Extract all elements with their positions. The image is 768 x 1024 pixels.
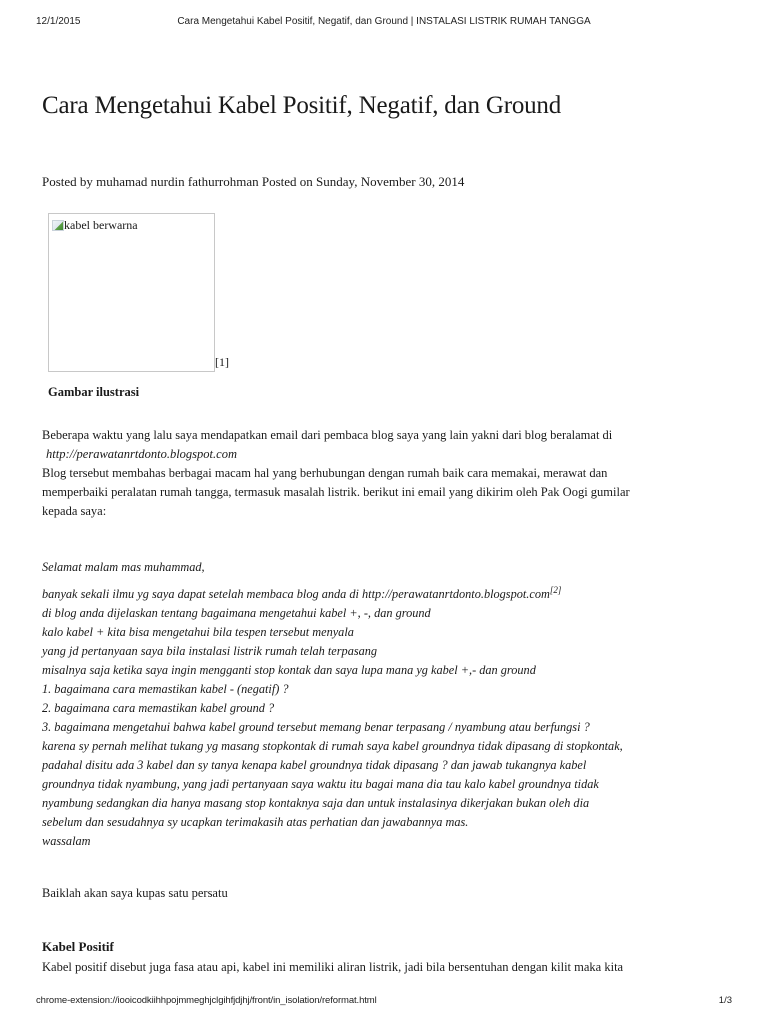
intro-line-3: memperbaiki peralatan rumah tangga, termasuk masalah listrik. berikut ini email yang dikirim oleh Pak Oogi gumilar [42,485,630,499]
email-line: karena sy pernah melihat tukang yg masang stopkontak di rumah saya kabel groundnya tidak dipasang di stopkontak, [42,739,623,753]
transition-paragraph: Baiklah akan saya kupas satu persatu [42,886,228,900]
print-header [0,16,768,30]
email-signoff: wassalam [42,834,91,848]
email-line: nyambung sedangkan dia hanya masang stop kontaknya saja dan untuk instalasinya dikerjakan bukan oleh dia [42,796,590,810]
intro-line-1: Beberapa waktu yang lalu saya mendapatkan email dari pembaca blog saya yang lain yakni dari blog beralamat di [42,428,613,442]
broken-image [48,213,215,372]
email-greeting: Selamat malam mas muhammad, [42,560,205,574]
email-question-3: 3. bagaimana mengetahui bahwa kabel ground tersebut memang benar terpasang / nyambung atau berfungsi ? [42,720,590,734]
intro-paragraph [42,426,732,521]
article [42,88,732,974]
section-text-kabel-positif: Kabel positif disebut juga fasa atau api, kabel ini memiliki aliran listrik, jadi bila bersentuhan dengan kilit maka kita [42,960,624,974]
intro-line-4: kepada saya: [42,504,107,518]
section-heading-kabel-positif: Kabel Positif [42,939,114,954]
email-question-2: 2. bagaimana cara memastikan kabel ground ? [42,701,275,715]
email-line: banyak sekali ilmu yg saya dapat setelah membaca blog anda di http://perawatanrtdonto.blogspot.com[2] [42,585,562,601]
intro-line-2: Blog tersebut membahas berbagai macam hal yang berhubungan dengan rumah baik cara memakai, merawat dan [42,466,608,480]
figure [48,213,229,399]
email-line: groundnya tidak nyambung, yang jadi pertanyaan saya waktu itu bagai mana dia tau kalo kabel groundnya tidak [42,777,599,791]
print-url: chrome-extension://iooicodkiihhpojmmeghjclgihfjdjhj/front/in_isolation/reformat.html [36,995,377,1006]
article-byline: Posted by muhamad nurdin fathurrohman Posted on Sunday, November 30, 2014 [42,174,465,189]
quoted-email [42,558,742,851]
footnote-link-2[interactable]: [2] [549,585,562,595]
article-title: Cara Mengetahui Kabel Positif, Negatif, dan Ground [42,92,562,119]
email-line: sebelum dan sesudahnya sy ucapkan terimakasih atas perhatian dan jawabannya mas. [42,815,469,829]
email-line: yang jd pertanyaan saya bila instalasi listrik rumah telah terpasang [42,644,378,658]
broken-image-icon [52,220,64,231]
footnote-link-1[interactable]: [1] [215,355,229,369]
image-alt-text: kabel berwarna [64,218,138,232]
print-date: 12/1/2015 [36,16,81,27]
email-line: misalnya saja ketika saya ingin mengganti stop kontak dan saya lupa mana yg kabel +,- dan ground [42,663,536,677]
email-line: padahal disitu ada 3 kabel dan sy tanya kenapa kabel groundnya tidak dipasang ? dan jawab tukangnya kabel [42,758,587,772]
email-line: di blog anda dijelaskan tentang bagaimana mengetahui kabel +, -, dan ground [42,606,431,620]
print-page-title: Cara Mengetahui Kabel Positif, Negatif, dan Ground | INSTALASI LISTRIK RUMAH TANGGA [177,16,591,27]
print-footer [0,995,768,1009]
email-line: kalo kabel + kita bisa mengetahui bila tespen tersebut menyala [42,625,354,639]
page-number: 1/3 [718,995,732,1006]
figure-caption: Gambar ilustrasi [48,385,140,399]
email-question-1: 1. bagaimana cara memastikan kabel - (negatif) ? [42,682,289,696]
blog-url-link[interactable]: http://perawatanrtdonto.blogspot.com [46,447,237,461]
